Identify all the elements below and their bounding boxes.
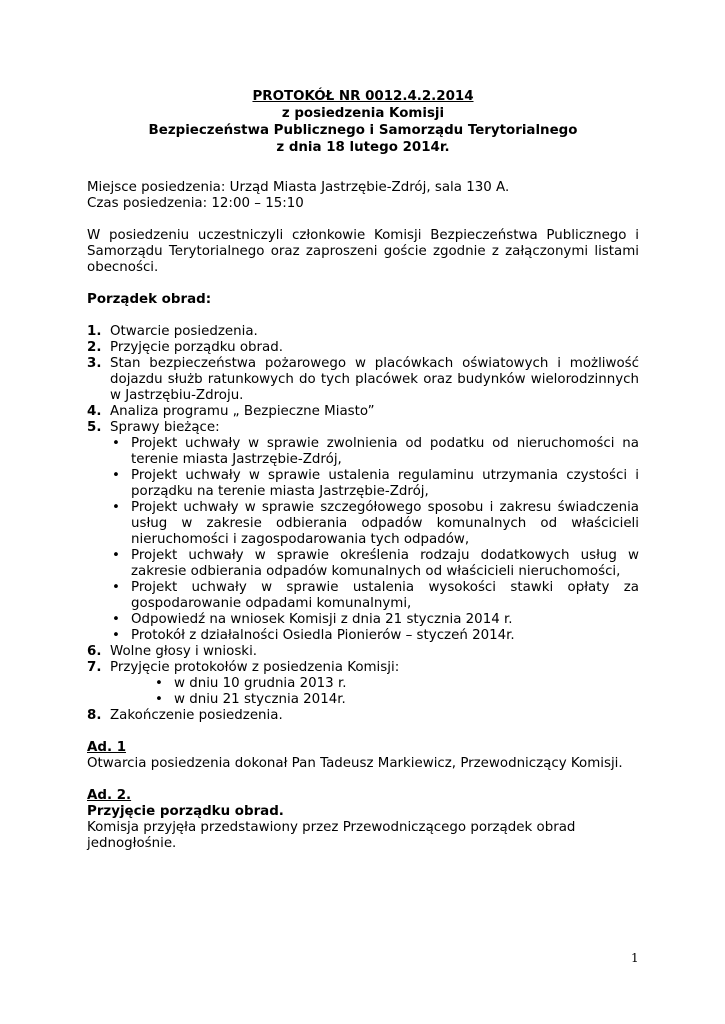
agenda-item-text: Wolne głosy i wnioski. xyxy=(110,644,258,659)
bullet-icon: • xyxy=(112,548,120,563)
agenda-item xyxy=(87,340,639,356)
list-item: • w dniu 10 grudnia 2013 r. xyxy=(155,676,347,691)
page-number: 1 xyxy=(631,951,639,965)
list-item: • Projekt uchwały w sprawie szczegółowego sposobu i zakresu świadczenia usług w zakresie odbierania odpadów komunalnych od właścicieli nieruchomości i zagospodarowania tych odpadów, xyxy=(112,500,639,547)
bullet-icon: • xyxy=(112,436,120,451)
agenda-heading: Porządek obrad: xyxy=(87,292,212,307)
agenda-item-text: Przyjęcie protokołów z posiedzenia Komisji: xyxy=(110,660,400,675)
meeting-time: Czas posiedzenia: 12:00 – 15:10 xyxy=(87,196,304,211)
agenda-item-text: Przyjęcie porządku obrad. xyxy=(110,340,284,355)
protocol-number: PROTOKÓŁ NR 0012.4.2.2014 xyxy=(252,89,474,104)
bullet-icon: • xyxy=(112,468,120,483)
agenda-item-number: 1. xyxy=(87,324,102,339)
agenda-item-number: 7. xyxy=(87,660,102,675)
bullet-icon: • xyxy=(112,612,120,627)
meeting-place: Miejsce posiedzenia: Urząd Miasta Jastrzębie-Zdrój, sala 130 A. xyxy=(87,180,510,195)
agenda-item-number: 8. xyxy=(87,708,102,723)
list-item: • Projekt uchwały w sprawie określenia rodzaju dodatkowych usług w zakresie odbierania odpadów komunalnych od właścicieli nieruchomości, xyxy=(112,548,639,579)
bullet-icon: • xyxy=(112,500,120,515)
ad2-heading: Ad. 2. xyxy=(87,788,132,803)
meeting-date: z dnia 18 lutego 2014r. xyxy=(276,140,450,155)
bullet-icon: • xyxy=(112,628,120,643)
agenda-item xyxy=(87,420,639,644)
agenda-item-number: 4. xyxy=(87,404,102,419)
ad2-subheading: Przyjęcie porządku obrad. xyxy=(87,804,284,819)
ad1-heading: Ad. 1 xyxy=(87,740,127,755)
list-item: • Projekt uchwały w sprawie ustalenia regulaminu utrzymania czystości i porządku na terenie miasta Jastrzębie-Zdrój, xyxy=(112,468,639,499)
agenda-item xyxy=(87,356,639,404)
meeting-meta xyxy=(87,180,639,212)
agenda-item-number: 5. xyxy=(87,420,102,435)
ad2-text-line-1: Komisja przyjęła przedstawiony przez Przewodniczącego porządek obrad xyxy=(87,820,576,835)
document-page xyxy=(87,88,639,852)
agenda-list xyxy=(87,324,639,724)
list-item: • Projekt uchwały w sprawie zwolnienia od podatku od nieruchomości na terenie miasta Jastrzębie-Zdrój, xyxy=(112,436,639,467)
list-item: • w dniu 21 stycznia 2014r. xyxy=(155,692,346,707)
agenda-item-number: 3. xyxy=(87,356,102,371)
title-line-2: z posiedzenia Komisji xyxy=(281,106,445,121)
agenda-item-text: Zakończenie posiedzenia. xyxy=(110,708,283,723)
ad2-text-line-2: jednogłośnie. xyxy=(87,836,177,851)
list-item: • Odpowiedź na wniosek Komisji z dnia 21 stycznia 2014 r. xyxy=(112,612,513,627)
document-title xyxy=(87,88,639,156)
agenda-item-text: Analiza programu „ Bezpieczne Miasto” xyxy=(110,404,375,419)
list-item: • Projekt uchwały w sprawie ustalenia wysokości stawki opłaty za gospodarowanie odpadami komunalnymi, xyxy=(112,580,639,611)
ad1-text: Otwarcia posiedzenia dokonał Pan Tadeusz Markiewicz, Przewodniczący Komisji. xyxy=(87,756,623,771)
agenda-item xyxy=(87,660,639,708)
agenda-item-text: Stan bezpieczeństwa pożarowego w placówkach oświatowych i możliwość dojazdu służb ratunkowych do tych placówek oraz budynków wielorodzinnych w Jastrzębiu-Zdroju. xyxy=(110,356,639,403)
bullet-icon: • xyxy=(112,580,120,595)
agenda-item-text: Otwarcie posiedzenia. xyxy=(110,324,258,339)
agenda-item-text: Sprawy bieżące: xyxy=(110,420,220,435)
agenda-item xyxy=(87,708,639,724)
list-item: • Protokół z działalności Osiedla Pionierów – styczeń 2014r. xyxy=(112,628,515,643)
agenda-item-number: 6. xyxy=(87,644,102,659)
agenda-item-number: 2. xyxy=(87,340,102,355)
bullet-icon: • xyxy=(155,676,163,691)
agenda-item xyxy=(87,324,639,340)
current-matters-list xyxy=(110,436,639,644)
bullet-icon: • xyxy=(155,692,163,707)
committee-name: Bezpieczeństwa Publicznego i Samorządu Terytorialnego xyxy=(148,123,578,138)
agenda-item xyxy=(87,404,639,420)
agenda-item xyxy=(87,644,639,660)
protocols-list xyxy=(110,676,639,708)
attendance-paragraph: W posiedzeniu uczestniczyli członkowie Komisji Bezpieczeństwa Publicznego i Samorządu Terytorialnego oraz zaproszeni goście zgodnie z załączonymi listami obecności. xyxy=(87,228,639,275)
